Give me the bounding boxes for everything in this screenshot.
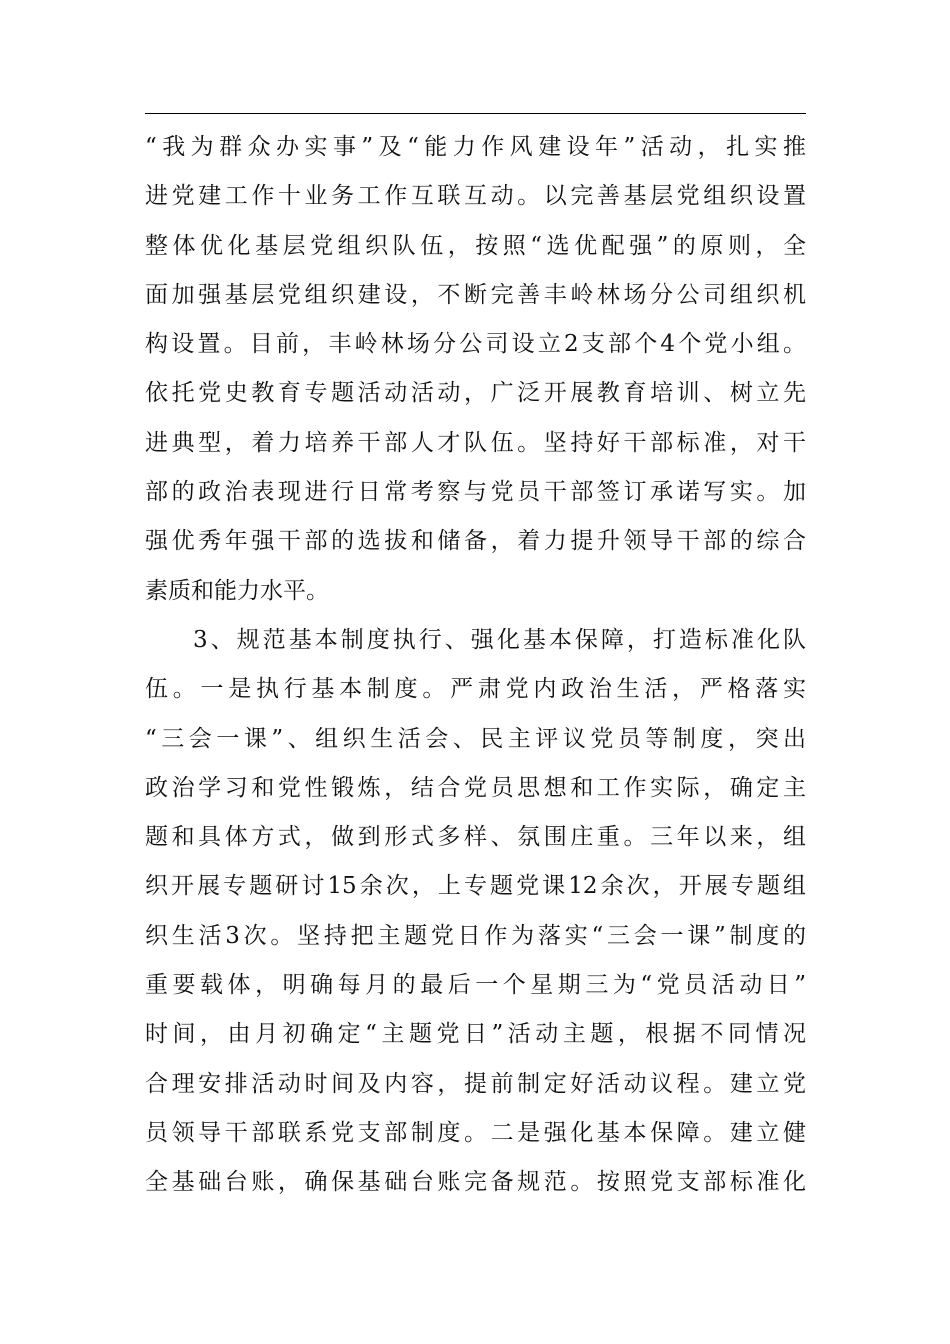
text-line: 织生活3次。坚持把主题党日作为落实“三会一课”制度的 <box>145 922 806 949</box>
header-rule <box>145 113 806 114</box>
text-line: 部的政治表现进行日常考察与党员干部签订承诺写实。加 <box>145 479 806 506</box>
paragraph <box>145 123 806 616</box>
text-line: 题和具体方式，做到形式多样、氛围庄重。三年以来，组 <box>145 824 806 851</box>
text-line: 面加强基层党组织建设，不断完善丰岭林场分公司组织机 <box>145 281 806 308</box>
text-line: 强优秀年强干部的选拔和储备，着力提升领导干部的综合 <box>145 528 806 555</box>
text-line: “三会一课”、组织生活会、民主评议党员等制度，突出 <box>145 725 806 752</box>
text-line: 进党建工作十业务工作互联互动。以完善基层党组织设置 <box>145 183 806 210</box>
document-body <box>145 123 806 1208</box>
text-line: 时间，由月初确定“主题党日”活动主题，根据不同情况 <box>145 1021 806 1048</box>
text-line: 伍。一是执行基本制度。严肃党内政治生活，严格落实 <box>145 676 806 703</box>
text-line: 构设置。目前，丰岭林场分公司设立2支部个4个党小组。 <box>145 331 806 358</box>
text-line: 织开展专题研讨15余次，上专题党课12余次，开展专题组 <box>145 873 806 900</box>
paragraph <box>145 616 806 1208</box>
text-line: “我为群众办实事”及“能力作风建设年”活动，扎实推 <box>145 134 806 160</box>
text-line: 员领导干部联系党支部制度。二是强化基本保障。建立健 <box>145 1119 806 1146</box>
text-line: 素质和能力水平。 <box>145 577 329 604</box>
text-line: 合理安排活动时间及内容，提前制定好活动议程。建立党 <box>145 1070 806 1097</box>
text-line: 整体优化基层党组织队伍，按照“选优配强”的原则，全 <box>145 232 806 259</box>
text-line: 重要载体，明确每月的最后一个星期三为“党员活动日” <box>145 972 806 999</box>
text-line: 进典型，着力培养干部人才队伍。坚持好干部标准，对干 <box>145 429 806 456</box>
text-line: 3、规范基本制度执行、强化基本保障，打造标准化队 <box>193 626 806 653</box>
text-line: 政治学习和党性锻炼，结合党员思想和工作实际，确定主 <box>145 774 806 801</box>
text-line: 依托党史教育专题活动活动，广泛开展教育培训、树立先 <box>145 380 806 407</box>
text-line: 全基础台账，确保基础台账完备规范。按照党支部标准化 <box>145 1169 806 1196</box>
